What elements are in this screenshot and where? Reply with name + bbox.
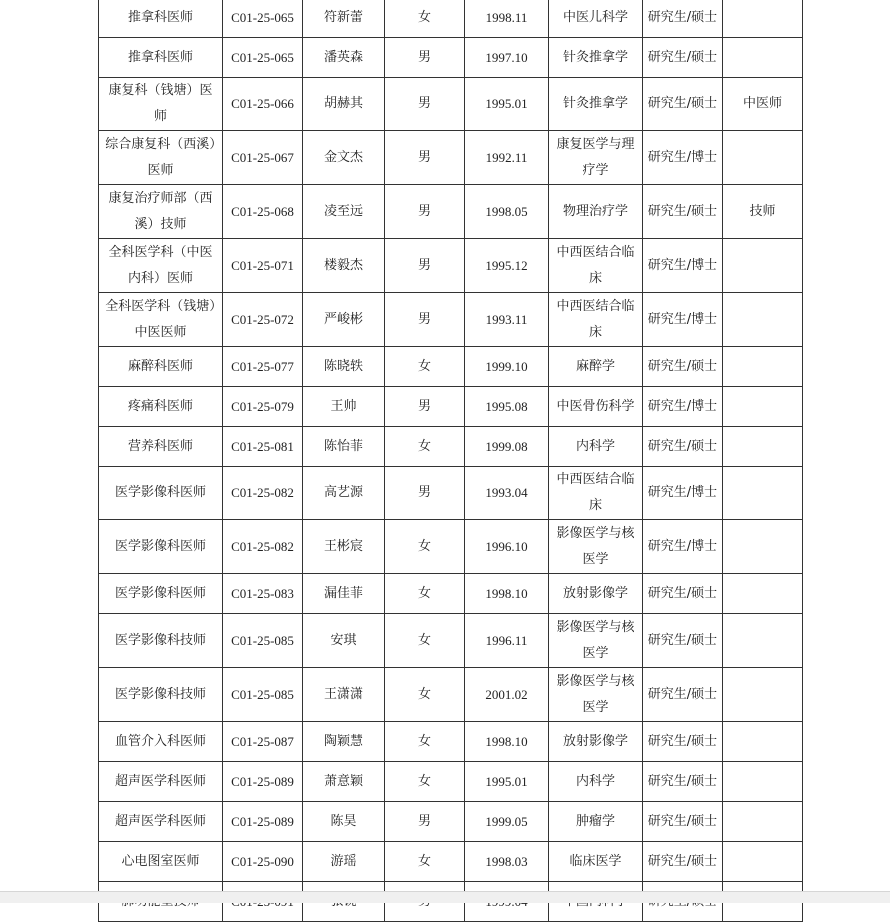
- cell-major: 内科学: [549, 427, 643, 467]
- cell-position: 推拿科医师: [99, 38, 223, 78]
- cell-position-code: C01-25-083: [223, 574, 303, 614]
- cell-position: 医学影像科技师: [99, 668, 223, 722]
- cell-position-code: C01-25-071: [223, 239, 303, 293]
- table-row: [99, 520, 803, 574]
- cell-position-code: C01-25-089: [223, 802, 303, 842]
- cell-position: 全科医学科（钱塘）中医医师: [99, 293, 223, 347]
- cell-education: 研究生/硕士: [643, 762, 723, 802]
- cell-position-code: C01-25-090: [223, 842, 303, 882]
- cell-gender: 女: [385, 614, 465, 668]
- cell-major: 物理治疗学: [549, 185, 643, 239]
- cell-gender: 男: [385, 185, 465, 239]
- cell-position: 推拿科医师: [99, 0, 223, 38]
- cell-note: 中医师: [723, 78, 803, 131]
- cell-birth-date: 1998.10: [465, 722, 549, 762]
- table-row: [99, 802, 803, 842]
- cell-position: 营养科医师: [99, 427, 223, 467]
- cell-major: 中西医结合临床: [549, 293, 643, 347]
- cell-note: [723, 467, 803, 520]
- table-row: [99, 614, 803, 668]
- cell-name: 严峻彬: [303, 293, 385, 347]
- cell-position: 康复科（钱塘）医师: [99, 78, 223, 131]
- cell-name: 高艺源: [303, 467, 385, 520]
- cell-gender: 女: [385, 668, 465, 722]
- cell-position-code: C01-25-065: [223, 38, 303, 78]
- cell-position-code: C01-25-087: [223, 722, 303, 762]
- cell-birth-date: 1992.11: [465, 131, 549, 185]
- cell-birth-date: 1999.08: [465, 427, 549, 467]
- cell-name: 符新蕾: [303, 0, 385, 38]
- cell-note: [723, 520, 803, 574]
- results-table-container: [98, 0, 802, 922]
- cell-name: 陈晓轶: [303, 347, 385, 387]
- table-row: [99, 427, 803, 467]
- cell-education: 研究生/博士: [643, 131, 723, 185]
- cell-position: 超声医学科医师: [99, 762, 223, 802]
- cell-note: 技师: [723, 185, 803, 239]
- cell-gender: 男: [385, 802, 465, 842]
- cell-note: [723, 668, 803, 722]
- cell-gender: 男: [385, 38, 465, 78]
- cell-position-code: C01-25-081: [223, 427, 303, 467]
- cell-birth-date: 1995.08: [465, 387, 549, 427]
- cell-note: [723, 38, 803, 78]
- cell-note: [723, 614, 803, 668]
- table-row: [99, 574, 803, 614]
- cell-birth-date: 2001.02: [465, 668, 549, 722]
- cell-gender: 男: [385, 78, 465, 131]
- table-row: [99, 387, 803, 427]
- cell-note: [723, 387, 803, 427]
- cell-education: 研究生/博士: [643, 387, 723, 427]
- horizontal-scrollbar[interactable]: [0, 891, 890, 903]
- cell-major: 影像医学与核医学: [549, 668, 643, 722]
- cell-major: 康复医学与理疗学: [549, 131, 643, 185]
- cell-note: [723, 347, 803, 387]
- cell-education: 研究生/硕士: [643, 722, 723, 762]
- cell-birth-date: 1996.10: [465, 520, 549, 574]
- cell-note: [723, 131, 803, 185]
- cell-major: 肿瘤学: [549, 802, 643, 842]
- cell-gender: 女: [385, 347, 465, 387]
- cell-education: 研究生/硕士: [643, 347, 723, 387]
- cell-position-code: C01-25-068: [223, 185, 303, 239]
- candidate-results-table: [98, 0, 803, 922]
- cell-position-code: C01-25-082: [223, 467, 303, 520]
- table-row: [99, 78, 803, 131]
- table-row: [99, 347, 803, 387]
- cell-gender: 男: [385, 293, 465, 347]
- cell-position: 康复治疗师部（西溪）技师: [99, 185, 223, 239]
- cell-position: 全科医学科（中医内科）医师: [99, 239, 223, 293]
- table-row: [99, 842, 803, 882]
- cell-note: [723, 0, 803, 38]
- cell-birth-date: 1998.03: [465, 842, 549, 882]
- cell-major: 针灸推拿学: [549, 38, 643, 78]
- table-row: [99, 185, 803, 239]
- cell-birth-date: 1995.01: [465, 762, 549, 802]
- cell-birth-date: 1998.10: [465, 574, 549, 614]
- cell-name: 游瑶: [303, 842, 385, 882]
- cell-name: 潘英森: [303, 38, 385, 78]
- cell-name: 王潇潇: [303, 668, 385, 722]
- cell-gender: 女: [385, 520, 465, 574]
- cell-position-code: C01-25-067: [223, 131, 303, 185]
- cell-gender: 女: [385, 762, 465, 802]
- cell-education: 研究生/硕士: [643, 185, 723, 239]
- cell-major: 中西医结合临床: [549, 239, 643, 293]
- cell-gender: 女: [385, 427, 465, 467]
- table-row: [99, 293, 803, 347]
- cell-education: 研究生/硕士: [643, 427, 723, 467]
- cell-gender: 女: [385, 574, 465, 614]
- cell-position-code: C01-25-085: [223, 668, 303, 722]
- cell-position-code: C01-25-077: [223, 347, 303, 387]
- cell-name: 王彬宸: [303, 520, 385, 574]
- cell-major: 针灸推拿学: [549, 78, 643, 131]
- table-row: [99, 762, 803, 802]
- cell-name: 陈怡菲: [303, 427, 385, 467]
- cell-position-code: C01-25-072: [223, 293, 303, 347]
- cell-major: 放射影像学: [549, 574, 643, 614]
- cell-major: 影像医学与核医学: [549, 520, 643, 574]
- cell-major: 放射影像学: [549, 722, 643, 762]
- cell-birth-date: 1999.10: [465, 347, 549, 387]
- cell-education: 研究生/硕士: [643, 574, 723, 614]
- table-row: [99, 38, 803, 78]
- cell-birth-date: 1993.11: [465, 293, 549, 347]
- cell-gender: 男: [385, 131, 465, 185]
- cell-education: 研究生/博士: [643, 239, 723, 293]
- cell-position: 血管介入科医师: [99, 722, 223, 762]
- cell-gender: 男: [385, 387, 465, 427]
- cell-position: 超声医学科医师: [99, 802, 223, 842]
- cell-name: 漏佳菲: [303, 574, 385, 614]
- cell-gender: 男: [385, 467, 465, 520]
- cell-position-code: C01-25-066: [223, 78, 303, 131]
- cell-position-code: C01-25-082: [223, 520, 303, 574]
- table-body: [99, 0, 803, 922]
- cell-education: 研究生/硕士: [643, 0, 723, 38]
- cell-gender: 女: [385, 842, 465, 882]
- cell-name: 胡赫其: [303, 78, 385, 131]
- cell-major: 中西医结合临床: [549, 467, 643, 520]
- cell-major: 中医骨伤科学: [549, 387, 643, 427]
- table-row: [99, 668, 803, 722]
- cell-birth-date: 1998.05: [465, 185, 549, 239]
- cell-position-code: C01-25-065: [223, 0, 303, 38]
- table-row: [99, 722, 803, 762]
- cell-name: 萧意颖: [303, 762, 385, 802]
- cell-education: 研究生/硕士: [643, 78, 723, 131]
- cell-note: [723, 802, 803, 842]
- cell-position-code: C01-25-089: [223, 762, 303, 802]
- cell-name: 凌至远: [303, 185, 385, 239]
- cell-education: 研究生/硕士: [643, 842, 723, 882]
- cell-education: 研究生/硕士: [643, 614, 723, 668]
- cell-note: [723, 239, 803, 293]
- cell-position-code: C01-25-085: [223, 614, 303, 668]
- cell-education: 研究生/硕士: [643, 802, 723, 842]
- cell-position: 心电图室医师: [99, 842, 223, 882]
- cell-position-code: C01-25-079: [223, 387, 303, 427]
- cell-note: [723, 722, 803, 762]
- cell-education: 研究生/博士: [643, 293, 723, 347]
- cell-note: [723, 842, 803, 882]
- cell-birth-date: 1995.12: [465, 239, 549, 293]
- cell-gender: 女: [385, 0, 465, 38]
- cell-birth-date: 1995.01: [465, 78, 549, 131]
- cell-position: 综合康复科（西溪）医师: [99, 131, 223, 185]
- cell-birth-date: 1993.04: [465, 467, 549, 520]
- cell-birth-date: 1998.11: [465, 0, 549, 38]
- cell-birth-date: 1999.05: [465, 802, 549, 842]
- cell-position: 疼痛科医师: [99, 387, 223, 427]
- cell-position: 医学影像科医师: [99, 467, 223, 520]
- cell-note: [723, 762, 803, 802]
- cell-name: 金文杰: [303, 131, 385, 185]
- cell-position: 医学影像科技师: [99, 614, 223, 668]
- cell-education: 研究生/硕士: [643, 668, 723, 722]
- table-row: [99, 239, 803, 293]
- cell-birth-date: 1997.10: [465, 38, 549, 78]
- cell-name: 王帅: [303, 387, 385, 427]
- cell-education: 研究生/博士: [643, 467, 723, 520]
- cell-gender: 男: [385, 239, 465, 293]
- cell-position: 医学影像科医师: [99, 574, 223, 614]
- cell-note: [723, 427, 803, 467]
- cell-name: 陶颖慧: [303, 722, 385, 762]
- table-row: [99, 467, 803, 520]
- cell-major: 临床医学: [549, 842, 643, 882]
- cell-major: 中医儿科学: [549, 0, 643, 38]
- cell-gender: 女: [385, 722, 465, 762]
- cell-position: 麻醉科医师: [99, 347, 223, 387]
- cell-position: 医学影像科医师: [99, 520, 223, 574]
- cell-name: 楼毅杰: [303, 239, 385, 293]
- cell-major: 内科学: [549, 762, 643, 802]
- cell-name: 安琪: [303, 614, 385, 668]
- cell-birth-date: 1996.11: [465, 614, 549, 668]
- table-row: [99, 131, 803, 185]
- cell-major: 麻醉学: [549, 347, 643, 387]
- cell-name: 陈昊: [303, 802, 385, 842]
- cell-major: 影像医学与核医学: [549, 614, 643, 668]
- table-row: [99, 0, 803, 38]
- cell-education: 研究生/博士: [643, 520, 723, 574]
- cell-note: [723, 293, 803, 347]
- cell-note: [723, 574, 803, 614]
- cell-education: 研究生/硕士: [643, 38, 723, 78]
